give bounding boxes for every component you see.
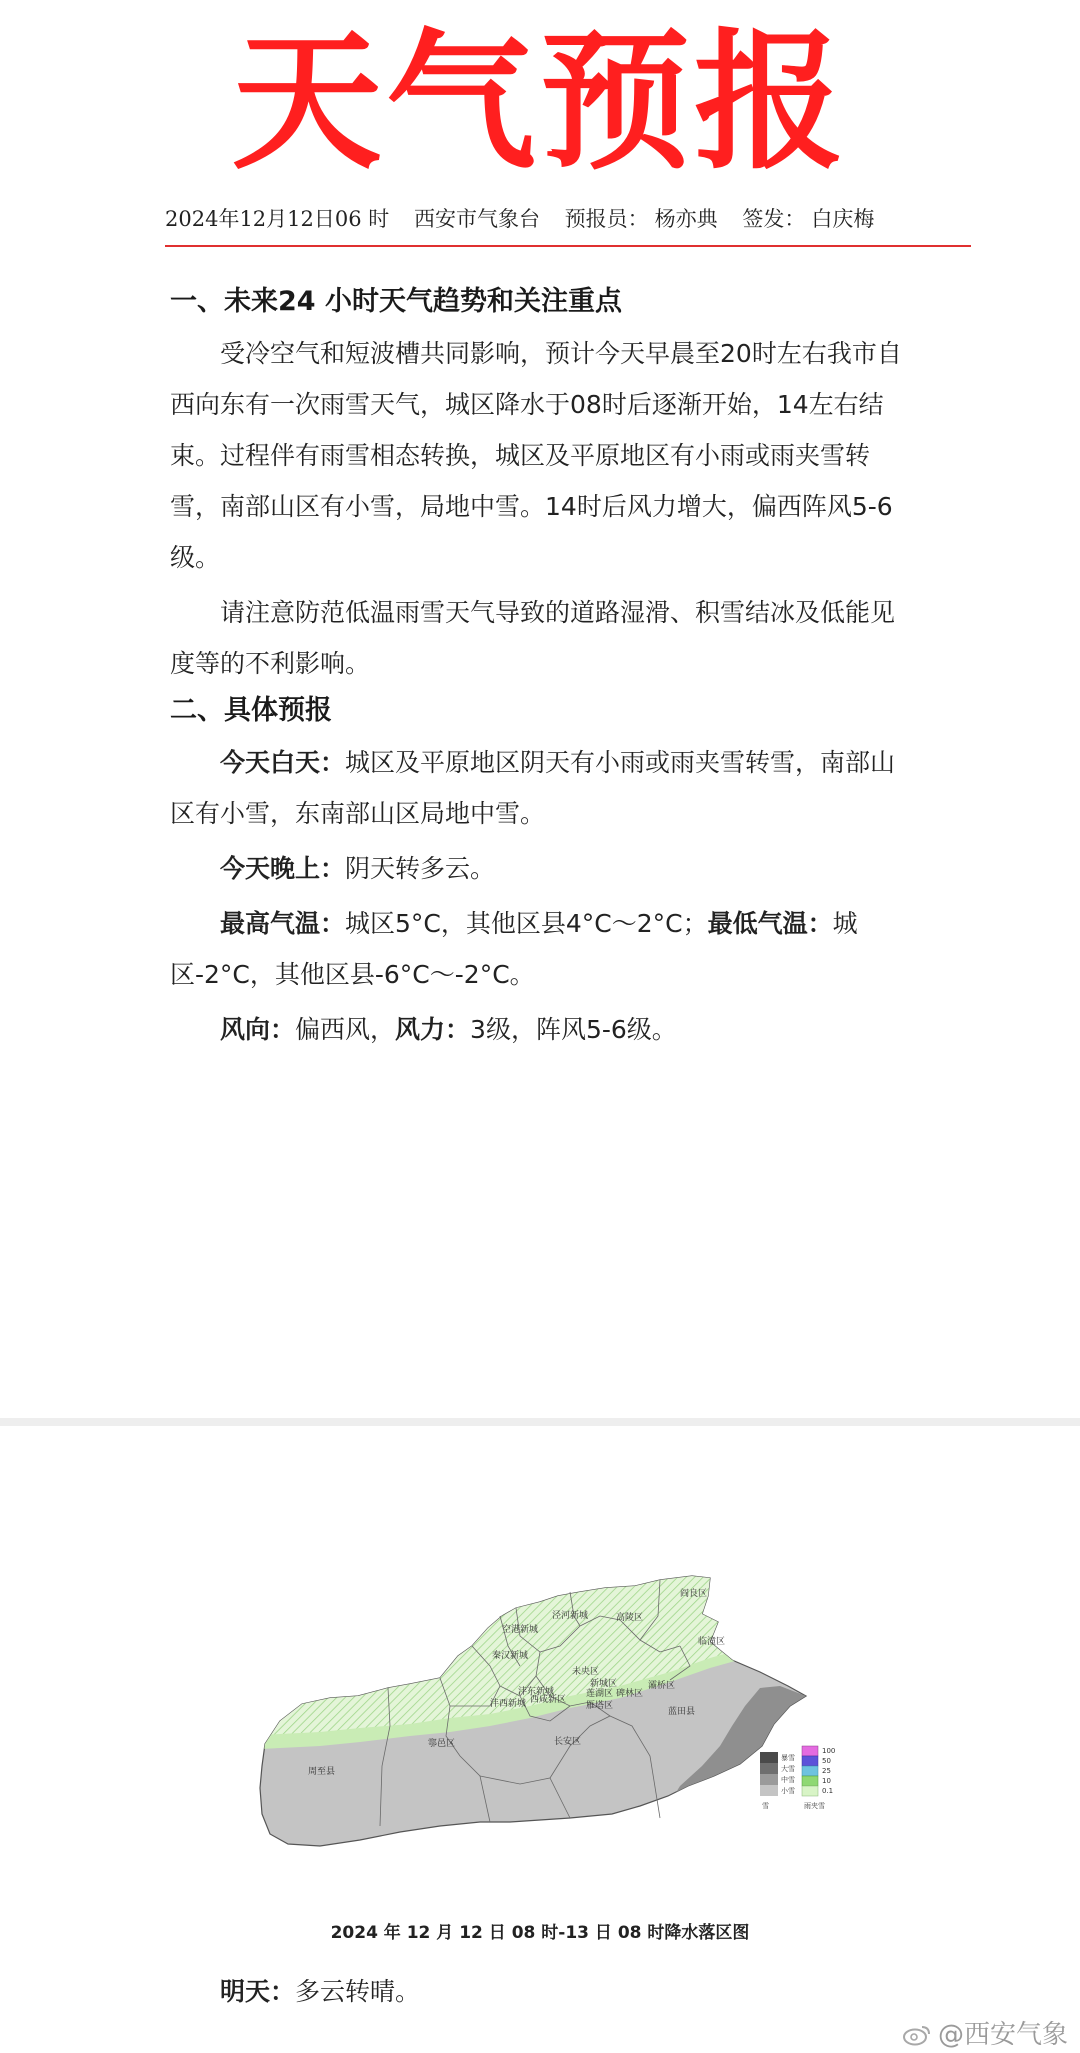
map-label: 临潼区	[698, 1637, 726, 1647]
map-label: 蓝田县	[668, 1707, 696, 1717]
forecaster-name: 杨亦典	[654, 207, 718, 231]
map-label: 秦汉新城	[492, 1651, 529, 1661]
precipitation-map	[240, 1556, 840, 1896]
map-label: 周至县	[308, 1767, 336, 1777]
wind-dir-label: 风向：	[220, 1015, 296, 1044]
map-label: 莲湖区	[586, 1689, 614, 1699]
map-caption: 2024 年 12 月 12 日 08 时-13 日 08 时降水落区图	[330, 1923, 750, 1943]
map-label: 高陵区	[616, 1613, 644, 1623]
wind-dir-text: 偏西风，	[295, 1015, 396, 1044]
map-label: 未央区	[572, 1667, 600, 1677]
legend-label: 50	[822, 1757, 831, 1765]
wind-paragraph	[170, 1004, 910, 1055]
map-label: 碑林区	[616, 1689, 644, 1699]
wind-force-label: 风力：	[395, 1015, 471, 1044]
tomorrow-label: 明天：	[220, 1977, 296, 2006]
issue-date: 2024年12月12日06 时	[165, 207, 390, 231]
map-label: 西咸新区	[530, 1695, 567, 1705]
legend-label: 暴雪	[781, 1754, 795, 1762]
tomorrow-text: 多云转晴。	[295, 1977, 421, 2006]
map-label: 长安区	[554, 1737, 582, 1747]
tomorrow-forecast	[220, 1972, 420, 2008]
legend-label: 100	[822, 1747, 836, 1755]
page-title: 天气预报	[231, 16, 848, 190]
today-night-text: 阴天转多云。	[345, 854, 496, 883]
today-night-label: 今天晚上：	[220, 854, 346, 883]
page-separator	[0, 1418, 1080, 1426]
min-temp-text: 城区-2°C，其他区县-6°C～-2°C。	[170, 909, 858, 989]
issuer: 西安市气象台	[413, 207, 540, 231]
legend-label: 10	[822, 1777, 831, 1785]
signer-name: 白庆梅	[811, 207, 875, 231]
weibo-icon	[902, 2024, 932, 2046]
forecaster-label: 预报员：	[564, 207, 649, 231]
weibo-watermark	[902, 2014, 1068, 2051]
trend-paragraph: 受冷空气和短波槽共同影响，预计今天早晨至20时左右我市自西向东有一次雨雪天气，城区降水于08时后逐渐开始，14左右结束。过程伴有雨雪相态转换，城区及平原地区有小雨或雨夹雪转雪，南部山区有小雪，局地中雪。14时后风力增大，偏西阵风5-6级。	[170, 339, 902, 572]
map-label: 空港新城	[502, 1625, 539, 1635]
today-day-label: 今天白天：	[220, 748, 346, 777]
today-day-paragraph	[170, 737, 910, 839]
legend-title: 雪	[762, 1802, 769, 1810]
legend-label: 中雪	[781, 1776, 795, 1784]
header-divider	[165, 245, 971, 247]
section-heading-trend: 一、未来24 小时天气趋势和关注重点	[170, 286, 622, 317]
wind-force-text: 3级，阵风5-6级。	[470, 1015, 677, 1044]
legend-label: 25	[822, 1767, 831, 1775]
signer-label: 签发：	[742, 207, 806, 231]
map-label: 雁塔区	[586, 1701, 614, 1711]
max-temp-text: 城区5°C，其他区县4°C～2°C；	[345, 909, 708, 938]
watermark-text: @西安气象	[937, 2020, 1068, 2050]
section-heading-detail: 二、具体预报	[170, 695, 332, 726]
map-label: 新城区	[590, 1679, 618, 1689]
max-temp-label: 最高气温：	[220, 909, 346, 938]
temperature-paragraph	[170, 898, 910, 1000]
legend-title: 雨夹雪	[804, 1802, 825, 1810]
map-label: 鄠邑区	[428, 1739, 456, 1749]
map-legend	[760, 1746, 835, 1810]
today-day-text: 城区及平原地区阴天有小雨或雨夹雪转雪，南部山区有小雪，东南部山区局地中雪。	[170, 748, 896, 828]
warning-paragraph: 请注意防范低温雨雪天气导致的道路湿滑、积雪结冰及低能见度等的不利影响。	[170, 598, 896, 678]
min-temp-label: 最低气温：	[707, 909, 833, 938]
legend-label: 小雪	[781, 1787, 795, 1795]
map-label: 沣东新城	[518, 1687, 555, 1697]
map-label: 沣西新城	[490, 1699, 527, 1709]
issue-info-line	[165, 203, 925, 233]
today-night-paragraph	[170, 843, 910, 894]
map-label: 灞桥区	[648, 1681, 676, 1691]
map-label: 泾河新城	[552, 1611, 589, 1621]
legend-label: 大雪	[781, 1765, 795, 1773]
legend-label: 0.1	[822, 1787, 834, 1795]
map-label: 阎良区	[680, 1589, 708, 1599]
forecast-body	[170, 280, 910, 1055]
